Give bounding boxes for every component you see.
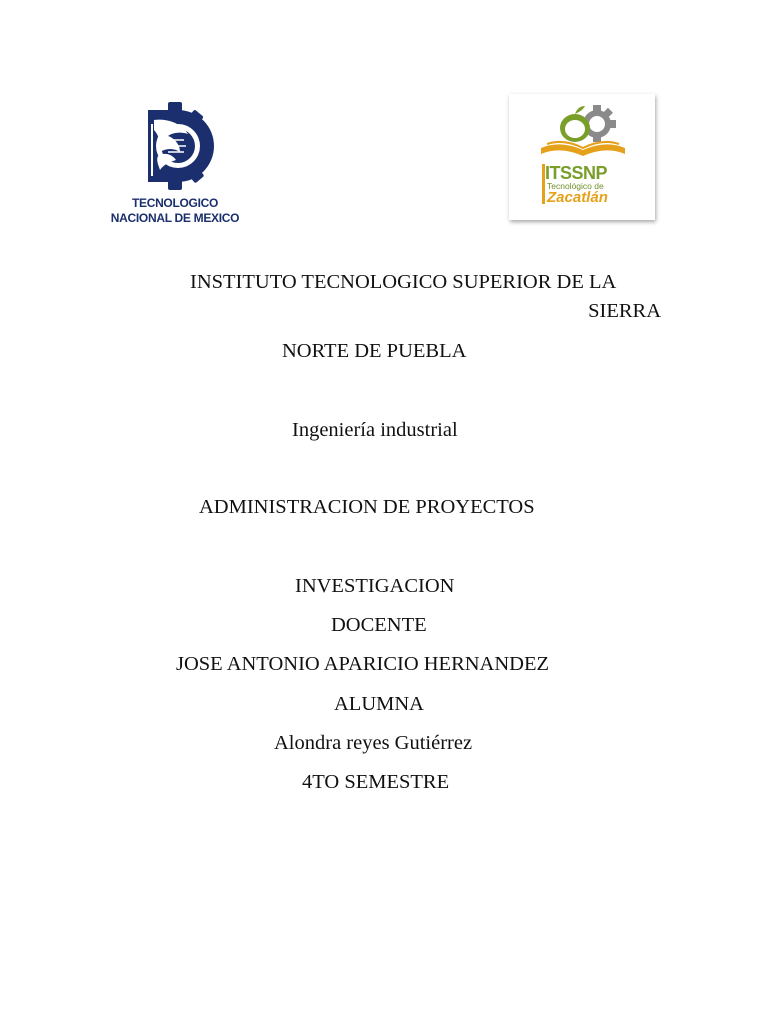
tecnm-logo-text bbox=[108, 196, 242, 226]
teacher-label: DOCENTE bbox=[331, 614, 427, 636]
tecnm-gear-emblem-icon bbox=[138, 100, 216, 192]
teacher-name: JOSE ANTONIO APARICIO HERNANDEZ bbox=[176, 653, 550, 675]
institute-line2: SIERRA bbox=[588, 300, 661, 322]
itssnp-logo bbox=[509, 94, 655, 220]
itssnp-subtitle: Tecnológico de bbox=[547, 181, 604, 191]
institute-line1: INSTITUTO TECNOLOGICO SUPERIOR DE LA bbox=[190, 271, 617, 293]
career: Ingeniería industrial bbox=[292, 419, 458, 441]
itssnp-title: ITSSNP bbox=[545, 163, 608, 183]
subject: ADMINISTRACION DE PROYECTOS bbox=[199, 496, 535, 518]
student-label: ALUMNA bbox=[334, 693, 424, 715]
tecnm-line2: NACIONAL DE MEXICO bbox=[110, 211, 240, 225]
student-name: Alondra reyes Gutiérrez bbox=[274, 732, 473, 754]
work-type: INVESTIGACION bbox=[295, 575, 455, 597]
itssnp-place: Zacatlán bbox=[547, 189, 608, 206]
tecnm-logo bbox=[108, 100, 242, 230]
tecnm-line1: TECNOLOGICO bbox=[131, 196, 219, 210]
institute-line3: NORTE DE PUEBLA bbox=[282, 340, 467, 362]
semester: 4TO SEMESTRE bbox=[302, 771, 450, 793]
itssnp-apple-book-icon bbox=[537, 102, 629, 164]
